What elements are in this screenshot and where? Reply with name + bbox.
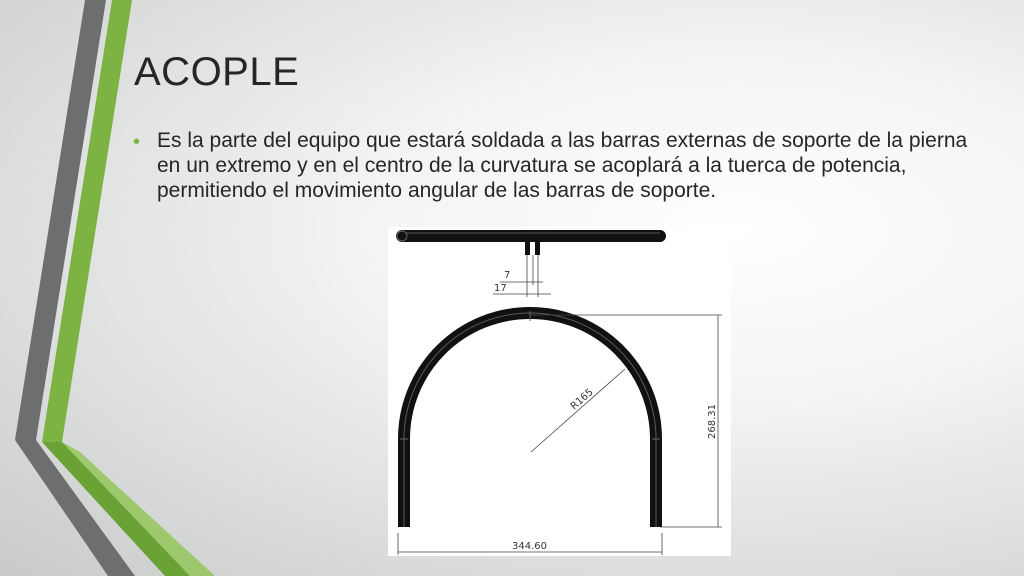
bullet-list [133, 128, 973, 203]
dimension-label-7: 7 [504, 270, 511, 281]
radius-leader [531, 369, 625, 452]
coupling-stem-right [535, 241, 540, 255]
bullet-text: Es la parte del equipo que estará soldada a las barras externas de soporte de la pierna en un extremo y en el centro de la curvatura se acoplará a la tuerca de potencia, permitiendo el movimiento angular de las barras de soporte. [157, 129, 968, 202]
arch-tube [404, 313, 656, 527]
dimension-label-height: 268.31 [707, 404, 718, 439]
coupling-stem-left [525, 241, 530, 255]
bullet-marker: • [133, 131, 141, 153]
top-bar [396, 230, 666, 242]
slide-title: ACOPLE [134, 50, 300, 94]
dimension-height [530, 315, 722, 527]
dimension-label-17: 17 [494, 283, 507, 294]
dimension-label-radius: R165 [568, 386, 596, 413]
coupling-drawing [388, 227, 731, 556]
dimension-label-width: 344.60 [512, 541, 547, 552]
bullet-item [133, 128, 973, 203]
